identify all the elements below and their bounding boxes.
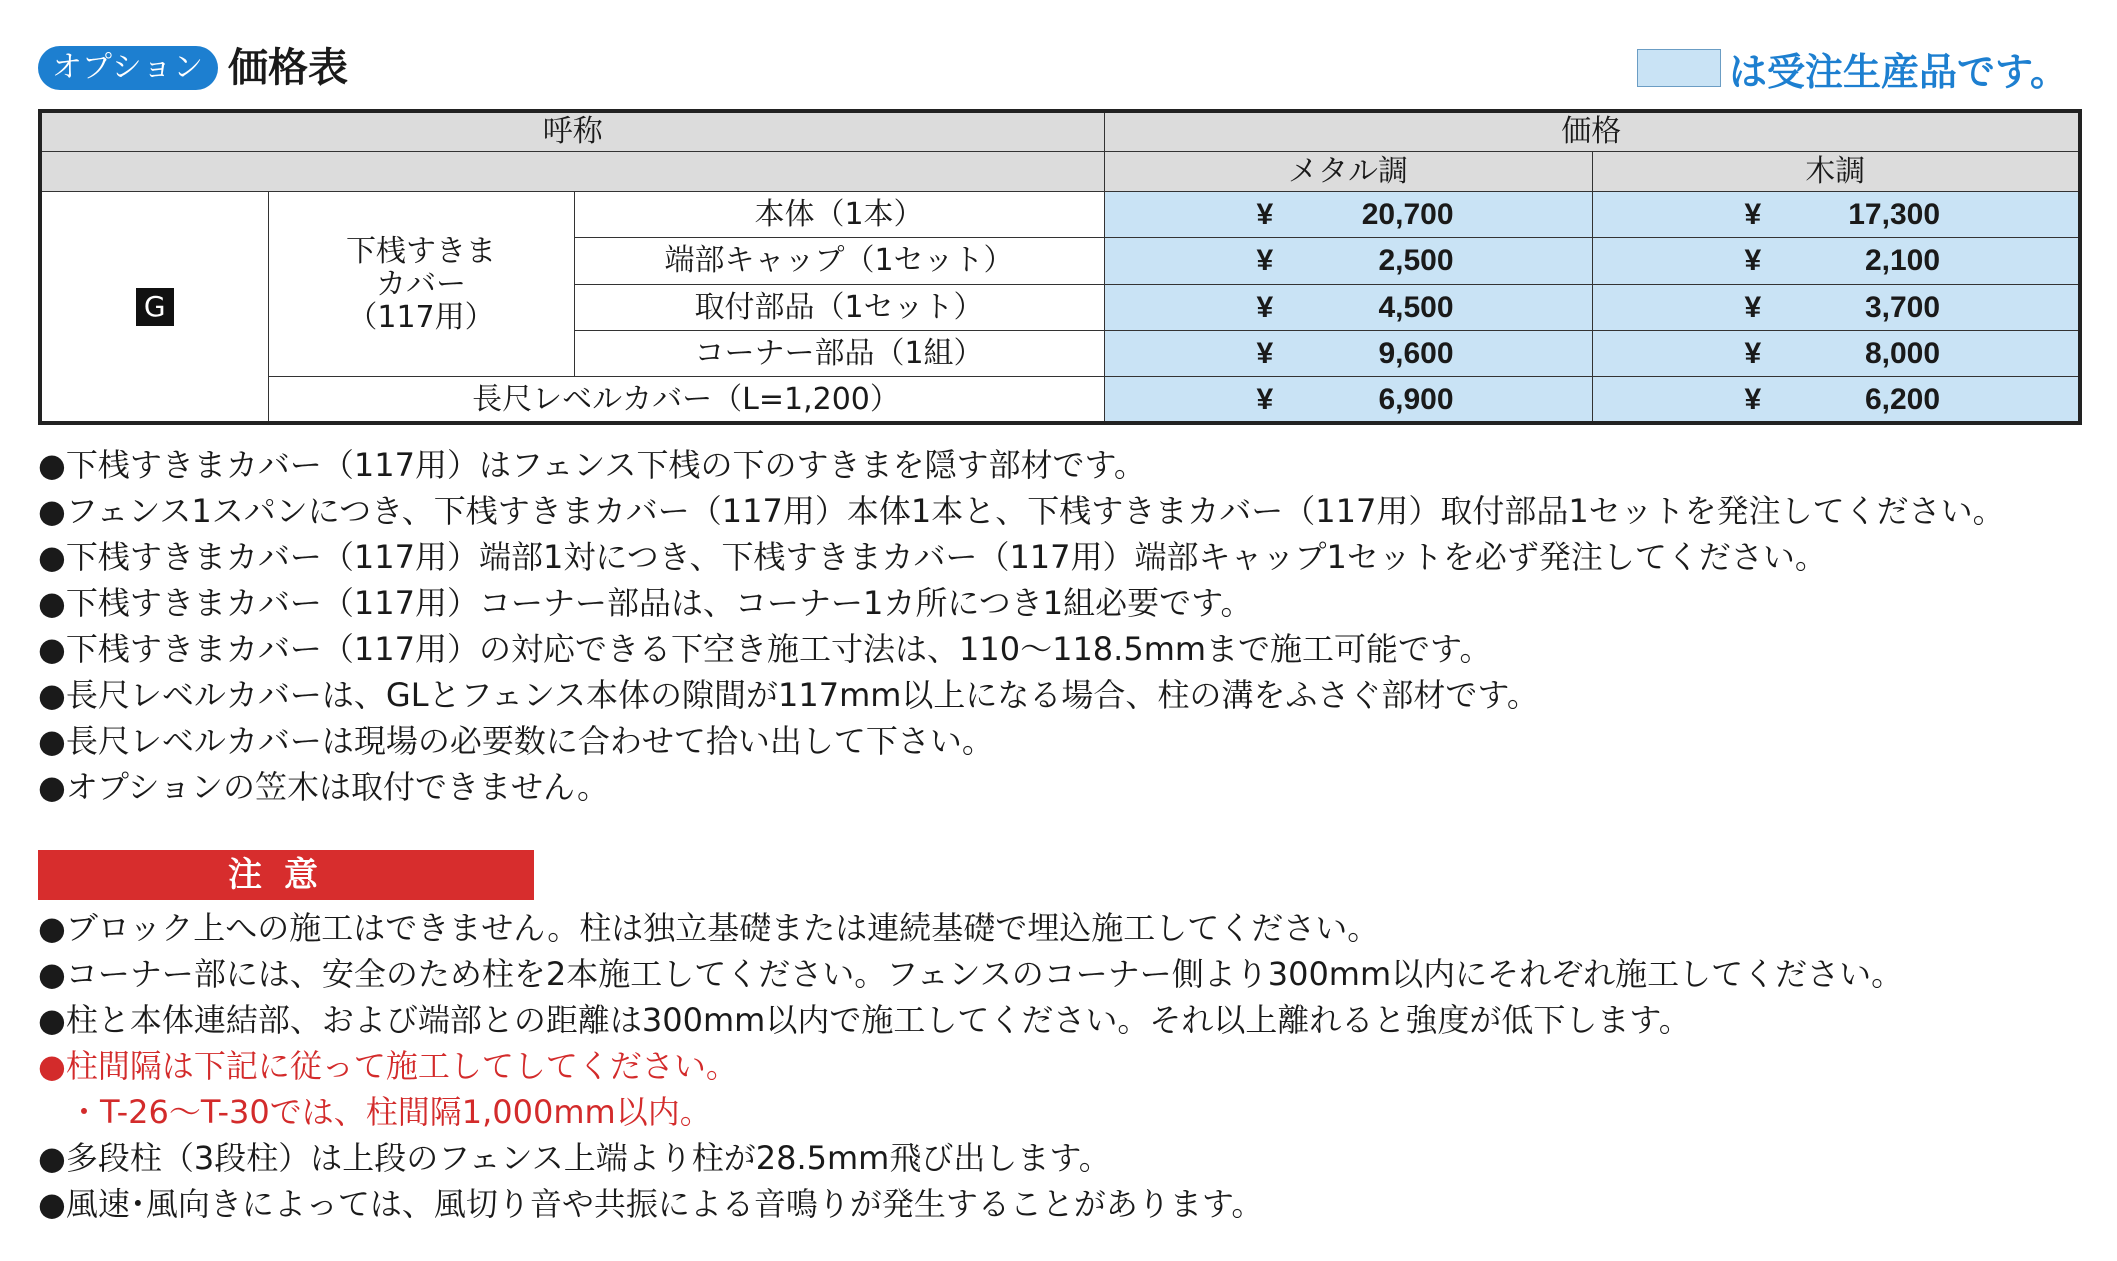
item-name: 本体（1本） [574, 192, 1104, 238]
price-value: 17,300 [1848, 198, 1941, 232]
group-cell [40, 192, 268, 424]
price-value: 9,600 [1378, 336, 1454, 370]
caution-item: ●風速･風向きによっては、風切り音や共振による音鳴りが発生することがあります。 [38, 1185, 1264, 1223]
note-item: ●長尺レベルカバーは、GLとフェンス本体の隙間が117mm以上になる場合、柱の溝をふさぐ部材です。 [38, 676, 1539, 714]
table-row [40, 192, 2080, 238]
header-wood: 木調 [1592, 151, 2080, 191]
product-name-line: （117用） [347, 299, 495, 335]
note-item: ●下桟すきまカバー（117用）端部1対につき、下桟すきまカバー（117用）端部キャップ1セットを必ず発注してください。 [38, 538, 1827, 576]
product-name-cell [268, 192, 574, 377]
metal-price [1104, 284, 1592, 330]
note-item: ●下桟すきまカバー（117用）の対応できる下空き施工寸法は、110～118.5mmまで施工可能です。 [38, 630, 1492, 668]
metal-price [1104, 192, 1592, 238]
metal-price [1104, 238, 1592, 284]
header-price: 価格 [1104, 111, 2080, 151]
caution-item: ●柱と本体連結部、および端部との距離は300mm以内で施工してください。それ以上離れると強度が低下します。 [38, 1001, 1691, 1039]
yen-sign: ¥ [1256, 336, 1274, 370]
item-name: 端部キャップ（1セット） [574, 238, 1104, 284]
note-item: ●下桟すきまカバー（117用）コーナー部品は、コーナー1カ所につき1組必要です。 [38, 584, 1253, 622]
price-value: 3,700 [1864, 290, 1941, 324]
caution-title: 注意 [228, 855, 340, 895]
metal-price [1104, 377, 1592, 423]
yen-sign: ¥ [1256, 198, 1274, 232]
legend-swatch [1637, 49, 1721, 87]
header-name: 呼称 [40, 111, 1104, 151]
price-value: 2,100 [1864, 244, 1941, 278]
caution-heading [38, 850, 534, 900]
legend-text: は受注生産品です。 [1729, 49, 2068, 94]
price-value: 6,900 [1378, 382, 1454, 416]
wood-price [1592, 377, 2080, 423]
price-table [38, 109, 2082, 425]
caution-item: ●多段柱（3段柱）は上段のフェンス上端より柱が28.5mm飛び出します。 [38, 1139, 1111, 1177]
yen-sign: ¥ [1256, 382, 1274, 416]
note-item: ●長尺レベルカバーは現場の必要数に合わせて拾い出して下さい。 [38, 722, 994, 760]
table-subheader-row [40, 151, 2080, 191]
table-row [40, 377, 2080, 423]
price-value: 4,500 [1378, 290, 1454, 324]
caution-item-red: ●柱間隔は下記に従って施工してしてください。 [38, 1047, 738, 1085]
page-header [38, 42, 2078, 94]
page-title: 価格表 [228, 45, 348, 91]
price-value: 2,500 [1378, 244, 1454, 278]
yen-sign: ¥ [1256, 290, 1274, 324]
option-badge: オプション [38, 46, 218, 90]
yen-sign: ¥ [1744, 336, 1762, 370]
item-name: 取付部品（1セット） [574, 284, 1104, 330]
yen-sign: ¥ [1744, 198, 1762, 232]
caution-item: ●ブロック上への施工はできません。柱は独立基礎または連続基礎で埋込施工してください。 [38, 909, 1380, 947]
wood-price [1592, 238, 2080, 284]
item-name: 長尺レベルカバー（L=1,200） [268, 377, 1104, 423]
yen-sign: ¥ [1744, 382, 1762, 416]
note-item: ●下桟すきまカバー（117用）はフェンス下桟の下のすきまを隠す部材です。 [38, 446, 1146, 484]
caution-item: ●コーナー部には、安全のため柱を2本施工してください。フェンスのコーナー側より300mm以内にそれぞれ施工してください。 [38, 955, 1904, 993]
price-value: 6,200 [1864, 382, 1941, 416]
product-name-line: 下桟すきま [346, 233, 496, 269]
item-name: コーナー部品（1組） [574, 330, 1104, 376]
header-metal: メタル調 [1104, 151, 1592, 191]
yen-sign: ¥ [1744, 290, 1762, 324]
note-item: ●オプションの笠木は取付できません。 [38, 768, 609, 806]
table-header-row [40, 111, 2080, 151]
header-name-blank [40, 151, 1104, 191]
caution-list [38, 905, 2078, 1227]
price-value: 8,000 [1864, 336, 1941, 370]
yen-sign: ¥ [1744, 244, 1762, 278]
notes-list [38, 442, 2078, 810]
wood-price [1592, 330, 2080, 376]
metal-price [1104, 330, 1592, 376]
wood-price [1592, 192, 2080, 238]
product-name-line: カバー [376, 266, 466, 302]
caution-item-red: ・T-26～T-30では、柱間隔1,000mm以内。 [68, 1093, 712, 1131]
price-value: 20,700 [1361, 198, 1454, 232]
note-item: ●フェンス1スパンにつき、下桟すきまカバー（117用）本体1本と、下桟すきまカバー（117用）取付部品1セットを発注してください。 [38, 492, 2005, 530]
yen-sign: ¥ [1256, 244, 1274, 278]
legend [1637, 44, 2068, 92]
wood-price [1592, 284, 2080, 330]
group-code-badge: G [136, 288, 174, 326]
